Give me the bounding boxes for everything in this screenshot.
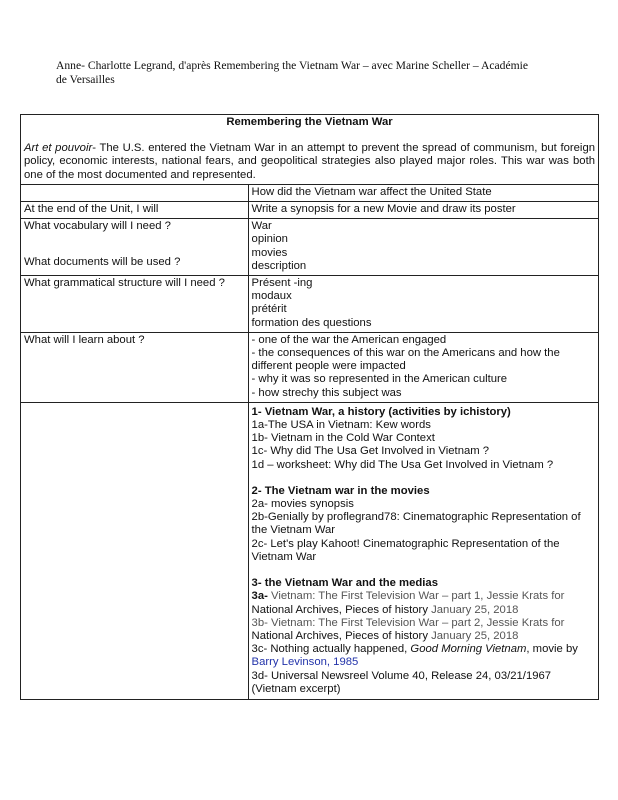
doc-3a-date: January 25, 2018 [427,603,519,616]
list-item: 1a-The USA in Vietnam: Kew words [251,419,431,432]
table-row [21,402,599,699]
table-row [21,276,599,333]
doc-3c-text: 3c- Nothing actually happened, [251,643,411,656]
list-item: 1d – worksheet: Why did The Usa Get Involved in Vietnam ? [251,458,554,471]
unit-table [20,114,599,700]
intro-text: - The U.S. entered the Vietnam War in an attempt to prevent the spread of communism, but foreign policy, economic interests, national fears, and geopolitical strategies also played major roles. This war was both one of the most documented and represented. [24,142,596,181]
list-item: 2a- movies synopsis [251,498,354,511]
document-3a [252,590,595,603]
list-item: opinion [251,233,288,246]
list-item: description [251,259,307,272]
question-row [21,184,599,201]
document-3a-source [252,604,595,617]
document-3b-source [252,630,595,643]
list-item: prétérit [251,303,287,316]
doc-3c-text2: , movie by [526,643,578,656]
list-item: movies [251,246,288,259]
header-line-1: Anne- Charlotte Legrand, d'après Remembering the Vietnam War – avec Marine Scheller – Académie [56,59,528,72]
doc-3a-source: National Archives, Pieces of history [251,603,428,616]
list-item: 1c- Why did The Usa Get Involved in Vietnam ? [251,445,490,458]
title-cell [21,115,599,185]
documents-cell [248,402,598,699]
row-label: What grammatical structure will I need ? [21,276,249,333]
row-value: Write a synopsis for a new Movie and draw its poster [248,202,598,219]
barry-levinson-link[interactable]: Barry Levinson, 1985 [251,656,359,669]
unit-title: Remembering the Vietnam War [226,116,393,128]
page-header [56,59,556,87]
doc-3a-title: Vietnam: The First Television War – part 1, Jessie Krats for [271,590,565,603]
list-item: 2b-Genially by proflegrand78: Cinematographic Representation of the Vietnam War [251,511,581,537]
row-label: What will I learn about ? [21,332,249,402]
intro-italic: Art et pouvoir [24,142,93,155]
list-item: modaux [251,290,292,303]
question-cell: How did the Vietnam war affect the United State [248,184,598,201]
list-item: - the consequences of this war on the Americans and how the different people were impacted [251,347,560,373]
section-2-heading: 2- The Vietnam war in the movies [251,484,430,497]
question-empty-cell [21,184,249,201]
list-item: - how strechy this subject was [251,386,402,399]
doc-3b-date: January 25, 2018 [427,629,519,642]
learn-list [248,332,598,402]
document-3c [252,643,595,669]
section-1-heading: 1- Vietnam War, a history (activities by ichistory) [251,405,511,418]
doc-3a-prefix: 3a- [251,590,271,603]
list-item: formation des questions [251,316,372,329]
row-label: At the end of the Unit, I will [21,202,249,219]
grammar-list [248,276,598,333]
row-label: What vocabulary will I need ? [21,219,249,276]
vocabulary-list [248,219,598,276]
list-item: 2c- Let's play Kahoot! Cinematographic Representation of the Vietnam War [251,537,560,563]
section-3-heading: 3- the Vietnam War and the medias [251,577,438,590]
list-item: War [251,220,272,233]
title-row [21,115,599,185]
list-item: Présent -ing [251,277,313,290]
list-item: 1b- Vietnam in the Cold War Context [251,432,435,445]
documents-label: What documents will be used ? [24,255,181,268]
document-3d: 3d- Universal Newsreel Volume 40, Release 24, 03/21/1967 (Vietnam excerpt) [251,669,552,695]
doc-3b-source: National Archives, Pieces of history [251,629,428,642]
table-row [21,332,599,402]
header-line-2: de Versailles [56,73,115,86]
list-item: - why it was so represented in the American culture [251,373,508,386]
list-item: - one of the war the American engaged [251,333,447,346]
table-row [21,202,599,219]
spacer [252,564,595,577]
doc-3c-italic: Good Morning Vietnam [410,643,527,656]
document-3b: 3b- Vietnam: The First Television War – part 2, Jessie Krats for [251,616,565,629]
spacer [252,472,595,485]
unit-intro [24,142,595,182]
